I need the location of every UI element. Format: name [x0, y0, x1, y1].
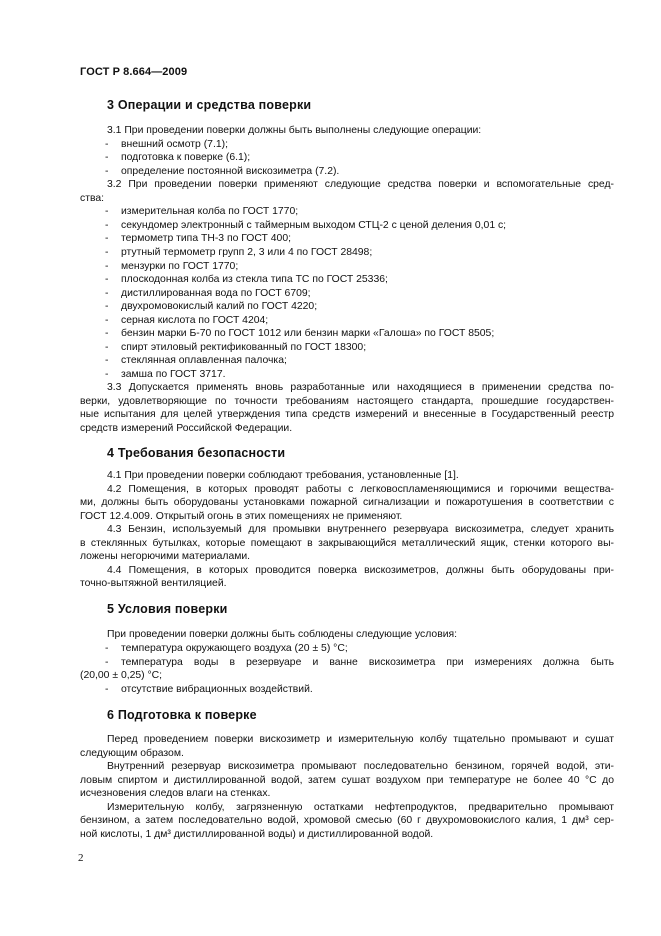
- prep-paragraph-line: исчезновения следов влаги на стенках.: [80, 788, 271, 799]
- condition-item-cont: (20,00 ± 0,25) °С;: [80, 670, 163, 681]
- prep-paragraph-line: Внутренний резервуар вискозиметра промывают последовательно бензином, горячей водой, эти-: [107, 761, 614, 772]
- list-dash: -: [105, 206, 109, 217]
- section-3-heading: 3 Операции и средства поверки: [107, 98, 312, 112]
- list-dash: -: [105, 315, 109, 326]
- condition-item: температура воды в резервуаре и ванне вискозиметра при измерениях должна быть: [121, 657, 614, 668]
- clause-4-3-line: ложены негорючими материалами.: [80, 551, 251, 562]
- means-item: бензин марки Б-70 по ГОСТ 1012 или бензин марки «Галоша» по ГОСТ 8505;: [121, 328, 495, 339]
- prep-paragraph-line: бензином, а затем последовательно водой, хромовой смесью (60 г двухромовокислого калия, 1 дм³ сер-: [80, 815, 614, 826]
- means-item: спирт этиловый ректификованный по ГОСТ 18300;: [121, 342, 367, 353]
- conditions-intro: При проведении поверки должны быть соблюдены следующие условия:: [107, 629, 458, 640]
- condition-item: отсутствие вибрационных воздействий.: [121, 684, 313, 695]
- clause-3-2-line: 3.2 При проведении поверки применяют следующие средства поверки и вспомогательные сред-: [107, 179, 614, 190]
- prep-paragraph-line: следующим образом.: [80, 748, 184, 759]
- means-item: стеклянная оплавленная палочка;: [121, 355, 287, 366]
- means-item: двухромовокислый калий по ГОСТ 4220;: [121, 301, 318, 312]
- clause-3-3-line: ные испытания для целей утверждения типа средств измерений и внесенные в Государственный реестр: [80, 409, 614, 420]
- list-dash: -: [105, 233, 109, 244]
- operation-item: внешний осмотр (7.1);: [121, 139, 228, 150]
- clause-3-2-line: ства:: [80, 193, 105, 204]
- list-dash: -: [105, 152, 109, 163]
- list-dash: -: [105, 328, 109, 339]
- clause-4-4-line: 4.4 Помещения, в которых проводится поверка вискозиметров, должны быть оборудованы при-: [107, 565, 614, 576]
- clause-4-4-line: точно-вытяжной вентиляцией.: [80, 578, 227, 589]
- clause-4-2-line: ГОСТ 12.4.009. Открытый огонь в этих помещениях не применяют.: [80, 511, 403, 522]
- clause-4-3-line: в стеклянных бутылках, которые помещают в закрывающийся металлический ящик, стенки которого вы-: [80, 538, 614, 549]
- prep-paragraph-line: Измерительную колбу, загрязненную остатками нефтепродуктов, предварительно промывают: [107, 802, 614, 813]
- clause-4-1: 4.1 При проведении поверки соблюдают требования, установленные [1].: [107, 470, 459, 481]
- clause-4-2-line: 4.2 Помещения, в которых проводят работы с легковоспламеняющимися и горючими вещества-: [107, 484, 614, 495]
- list-dash: -: [105, 261, 109, 272]
- means-item: плоскодонная колба из стекла типа ТС по ГОСТ 25336;: [121, 274, 388, 285]
- clause-4-2-line: ми, должны быть оборудованы установками пожарной сигнализации и пожаротушения в соответствии с: [80, 497, 614, 508]
- list-dash: -: [105, 220, 109, 231]
- clause-3-3-line: средств измерений Российской Федерации.: [80, 423, 293, 434]
- means-item: серная кислота по ГОСТ 4204;: [121, 315, 269, 326]
- section-5-heading: 5 Условия поверки: [107, 602, 228, 616]
- means-item: мензурки по ГОСТ 1770;: [121, 261, 239, 272]
- section-6-heading: 6 Подготовка к поверке: [107, 708, 257, 722]
- clause-3-3-line: верки, удовлетворяющие по точности требованиям настоящего стандарта, прошедшие государствен-: [80, 396, 614, 407]
- means-item: измерительная колба по ГОСТ 1770;: [121, 206, 299, 217]
- list-dash: -: [105, 369, 109, 380]
- operation-item: подготовка к поверке (6.1);: [121, 152, 251, 163]
- means-item: дистиллированная вода по ГОСТ 6709;: [121, 288, 311, 299]
- clause-3-1: 3.1 При проведении поверки должны быть выполнены следующие операции:: [107, 125, 482, 136]
- condition-item: температура окружающего воздуха (20 ± 5) °С;: [121, 643, 348, 654]
- list-dash: -: [105, 657, 109, 668]
- prep-paragraph-line: Перед проведением поверки вискозиметр и измерительную колбу тщательно промывают и сушат: [107, 734, 614, 745]
- means-item: замша по ГОСТ 3717.: [121, 369, 226, 380]
- prep-paragraph-line: ной кислоты, 1 дм³ дистиллированной воды) и дистиллированной водой.: [80, 829, 434, 840]
- clause-3-3-line: 3.3 Допускается применять вновь разработанные или находящиеся в применении средства по-: [107, 382, 614, 393]
- means-item: секундомер электронный с таймерным выходом СТЦ-2 с ценой деления 0,01 с;: [121, 220, 507, 231]
- prep-paragraph-line: ловым спиртом и дистиллированной водой, затем сушат воздухом при температуре не более 40 °С до: [80, 775, 614, 786]
- list-dash: -: [105, 342, 109, 353]
- means-item: ртутный термометр групп 2, 3 или 4 по ГОСТ 28498;: [121, 247, 373, 258]
- list-dash: -: [105, 139, 109, 150]
- list-dash: -: [105, 684, 109, 695]
- operation-item: определение постоянной вискозиметра (7.2).: [121, 166, 340, 177]
- list-dash: -: [105, 274, 109, 285]
- list-dash: -: [105, 301, 109, 312]
- list-dash: -: [105, 288, 109, 299]
- list-dash: -: [105, 643, 109, 654]
- page-number: 2: [78, 852, 84, 864]
- clause-4-3-line: 4.3 Бензин, используемый для промывки внутреннего резервуара вискозиметра, следует хранить: [107, 524, 614, 535]
- list-dash: -: [105, 166, 109, 177]
- standard-header: ГОСТ Р 8.664—2009: [80, 66, 188, 78]
- list-dash: -: [105, 247, 109, 258]
- list-dash: -: [105, 355, 109, 366]
- means-item: термометр типа ТН-3 по ГОСТ 400;: [121, 233, 291, 244]
- section-4-heading: 4 Требования безопасности: [107, 446, 286, 460]
